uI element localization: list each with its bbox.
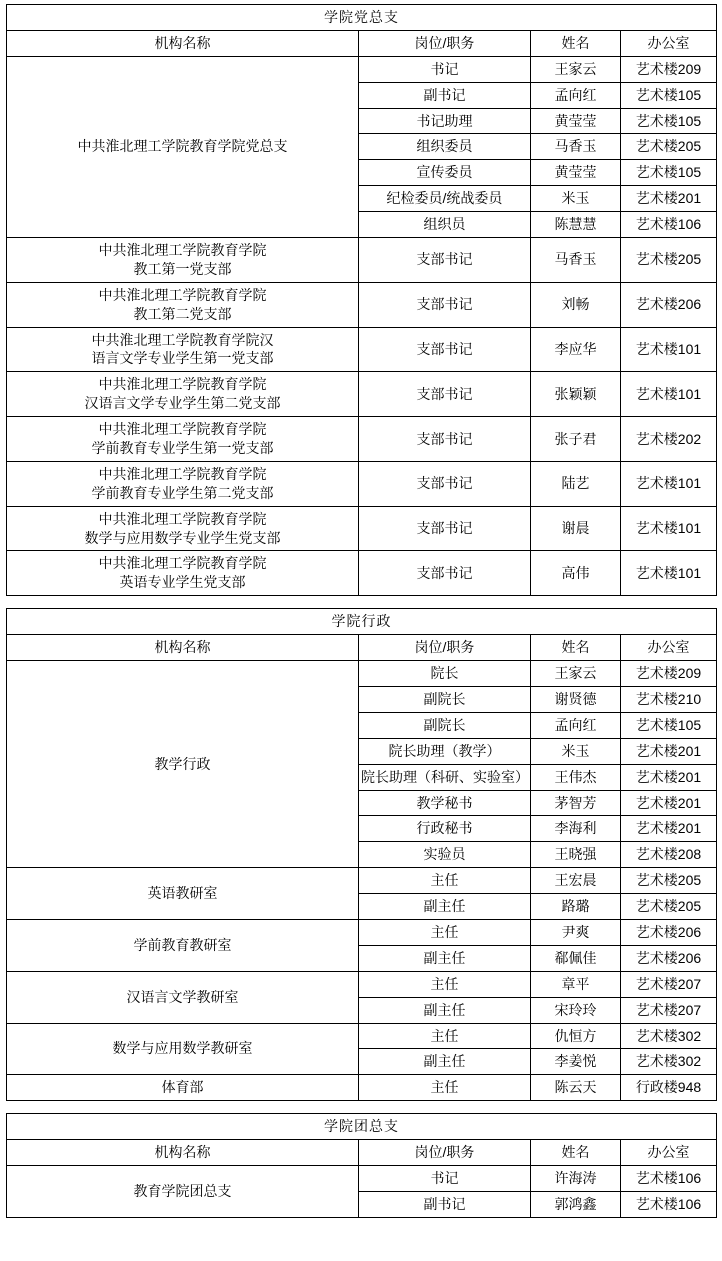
position-cell: 行政秘书 bbox=[359, 816, 531, 842]
person-name-cell: 黄莹莹 bbox=[531, 160, 621, 186]
position-cell: 组织委员 bbox=[359, 134, 531, 160]
office-room-cell: 艺术楼201 bbox=[621, 764, 717, 790]
person-name-cell: 谢晨 bbox=[531, 506, 621, 551]
section-title: 学院行政 bbox=[7, 609, 717, 635]
section-title-row bbox=[7, 609, 717, 635]
office-room-cell: 艺术楼208 bbox=[621, 842, 717, 868]
position-cell: 副书记 bbox=[359, 82, 531, 108]
office-room-cell: 艺术楼205 bbox=[621, 238, 717, 283]
person-name-cell: 章平 bbox=[531, 971, 621, 997]
person-name-cell: 路璐 bbox=[531, 894, 621, 920]
person-name-cell: 王宏晨 bbox=[531, 868, 621, 894]
office-room-cell: 艺术楼106 bbox=[621, 1165, 717, 1191]
org-name-cell: 中共淮北理工学院教育学院 教工第二党支部 bbox=[7, 282, 359, 327]
section-title: 学院团总支 bbox=[7, 1114, 717, 1140]
office-room-cell: 艺术楼105 bbox=[621, 82, 717, 108]
org-name-cell: 中共淮北理工学院教育学院 学前教育专业学生第二党支部 bbox=[7, 461, 359, 506]
section-table bbox=[6, 4, 717, 596]
org-name-cell: 中共淮北理工学院教育学院 汉语言文学专业学生第二党支部 bbox=[7, 372, 359, 417]
column-header: 姓名 bbox=[531, 30, 621, 56]
column-header: 办公室 bbox=[621, 30, 717, 56]
office-room-cell: 艺术楼209 bbox=[621, 661, 717, 687]
section-title-row bbox=[7, 1114, 717, 1140]
position-cell: 主任 bbox=[359, 1075, 531, 1101]
office-room-cell: 艺术楼101 bbox=[621, 551, 717, 596]
position-cell: 实验员 bbox=[359, 842, 531, 868]
person-name-cell: 王晓强 bbox=[531, 842, 621, 868]
position-cell: 支部书记 bbox=[359, 417, 531, 462]
position-cell: 副主任 bbox=[359, 1049, 531, 1075]
position-cell: 主任 bbox=[359, 868, 531, 894]
table-row bbox=[7, 282, 717, 327]
org-name-cell: 学前教育教研室 bbox=[7, 919, 359, 971]
person-name-cell: 许海涛 bbox=[531, 1165, 621, 1191]
column-header: 机构名称 bbox=[7, 1140, 359, 1166]
table-row bbox=[7, 919, 717, 945]
person-name-cell: 高伟 bbox=[531, 551, 621, 596]
office-room-cell: 艺术楼209 bbox=[621, 56, 717, 82]
person-name-cell: 郗佩佳 bbox=[531, 945, 621, 971]
position-cell: 主任 bbox=[359, 971, 531, 997]
person-name-cell: 孟向红 bbox=[531, 82, 621, 108]
office-room-cell: 艺术楼201 bbox=[621, 790, 717, 816]
office-room-cell: 艺术楼207 bbox=[621, 997, 717, 1023]
table-row bbox=[7, 868, 717, 894]
office-room-cell: 艺术楼201 bbox=[621, 816, 717, 842]
position-cell: 宣传委员 bbox=[359, 160, 531, 186]
person-name-cell: 李海利 bbox=[531, 816, 621, 842]
position-cell: 院长 bbox=[359, 661, 531, 687]
column-header: 岗位/职务 bbox=[359, 635, 531, 661]
office-room-cell: 艺术楼205 bbox=[621, 894, 717, 920]
office-room-cell: 艺术楼105 bbox=[621, 108, 717, 134]
position-cell: 支部书记 bbox=[359, 506, 531, 551]
office-room-cell: 艺术楼206 bbox=[621, 945, 717, 971]
position-cell: 书记 bbox=[359, 56, 531, 82]
person-name-cell: 尹爽 bbox=[531, 919, 621, 945]
table-row bbox=[7, 238, 717, 283]
position-cell: 院长助理（教学） bbox=[359, 738, 531, 764]
section-table bbox=[6, 1113, 717, 1218]
office-room-cell: 艺术楼101 bbox=[621, 372, 717, 417]
org-name-cell: 教学行政 bbox=[7, 661, 359, 868]
office-room-cell: 行政楼948 bbox=[621, 1075, 717, 1101]
office-room-cell: 艺术楼106 bbox=[621, 212, 717, 238]
org-name-cell: 体育部 bbox=[7, 1075, 359, 1101]
table-header-row bbox=[7, 635, 717, 661]
person-name-cell: 李应华 bbox=[531, 327, 621, 372]
column-header: 姓名 bbox=[531, 1140, 621, 1166]
person-name-cell: 刘畅 bbox=[531, 282, 621, 327]
position-cell: 教学秘书 bbox=[359, 790, 531, 816]
position-cell: 副院长 bbox=[359, 712, 531, 738]
office-room-cell: 艺术楼210 bbox=[621, 686, 717, 712]
office-room-cell: 艺术楼101 bbox=[621, 461, 717, 506]
table-row bbox=[7, 506, 717, 551]
office-room-cell: 艺术楼207 bbox=[621, 971, 717, 997]
person-name-cell: 谢贤德 bbox=[531, 686, 621, 712]
column-header: 机构名称 bbox=[7, 30, 359, 56]
position-cell: 支部书记 bbox=[359, 238, 531, 283]
org-name-cell: 中共淮北理工学院教育学院 英语专业学生党支部 bbox=[7, 551, 359, 596]
org-name-cell: 教育学院团总支 bbox=[7, 1165, 359, 1217]
table-row bbox=[7, 327, 717, 372]
person-name-cell: 茅智芳 bbox=[531, 790, 621, 816]
table-row bbox=[7, 1075, 717, 1101]
table-row bbox=[7, 56, 717, 82]
office-room-cell: 艺术楼105 bbox=[621, 712, 717, 738]
office-room-cell: 艺术楼106 bbox=[621, 1191, 717, 1217]
person-name-cell: 王家云 bbox=[531, 56, 621, 82]
position-cell: 支部书记 bbox=[359, 282, 531, 327]
table-row bbox=[7, 551, 717, 596]
person-name-cell: 张子君 bbox=[531, 417, 621, 462]
position-cell: 支部书记 bbox=[359, 461, 531, 506]
position-cell: 纪检委员/统战委员 bbox=[359, 186, 531, 212]
table-row bbox=[7, 1023, 717, 1049]
org-name-cell: 中共淮北理工学院教育学院党总支 bbox=[7, 56, 359, 237]
person-name-cell: 王家云 bbox=[531, 661, 621, 687]
person-name-cell: 张颖颖 bbox=[531, 372, 621, 417]
person-name-cell: 马香玉 bbox=[531, 238, 621, 283]
position-cell: 支部书记 bbox=[359, 372, 531, 417]
position-cell: 书记 bbox=[359, 1165, 531, 1191]
org-name-cell: 中共淮北理工学院教育学院汉 语言文学专业学生第一党支部 bbox=[7, 327, 359, 372]
table-row bbox=[7, 372, 717, 417]
office-room-cell: 艺术楼302 bbox=[621, 1049, 717, 1075]
table-row bbox=[7, 661, 717, 687]
org-name-cell: 数学与应用数学教研室 bbox=[7, 1023, 359, 1075]
office-room-cell: 艺术楼205 bbox=[621, 868, 717, 894]
section-table bbox=[6, 608, 717, 1101]
column-header: 办公室 bbox=[621, 1140, 717, 1166]
table-row bbox=[7, 461, 717, 506]
column-header: 姓名 bbox=[531, 635, 621, 661]
table-row bbox=[7, 1165, 717, 1191]
person-name-cell: 陈云天 bbox=[531, 1075, 621, 1101]
table-header-row bbox=[7, 30, 717, 56]
person-name-cell: 米玉 bbox=[531, 738, 621, 764]
position-cell: 主任 bbox=[359, 919, 531, 945]
position-cell: 副主任 bbox=[359, 945, 531, 971]
position-cell: 副书记 bbox=[359, 1191, 531, 1217]
person-name-cell: 陆艺 bbox=[531, 461, 621, 506]
office-room-cell: 艺术楼201 bbox=[621, 186, 717, 212]
person-name-cell: 马香玉 bbox=[531, 134, 621, 160]
office-room-cell: 艺术楼101 bbox=[621, 327, 717, 372]
org-name-cell: 中共淮北理工学院教育学院 教工第一党支部 bbox=[7, 238, 359, 283]
person-name-cell: 宋玲玲 bbox=[531, 997, 621, 1023]
position-cell: 支部书记 bbox=[359, 327, 531, 372]
org-name-cell: 中共淮北理工学院教育学院 学前教育专业学生第一党支部 bbox=[7, 417, 359, 462]
column-header: 办公室 bbox=[621, 635, 717, 661]
person-name-cell: 郭鸿鑫 bbox=[531, 1191, 621, 1217]
office-room-cell: 艺术楼101 bbox=[621, 506, 717, 551]
position-cell: 副院长 bbox=[359, 686, 531, 712]
table-row bbox=[7, 971, 717, 997]
position-cell: 副主任 bbox=[359, 894, 531, 920]
org-name-cell: 英语教研室 bbox=[7, 868, 359, 920]
person-name-cell: 王伟杰 bbox=[531, 764, 621, 790]
person-name-cell: 米玉 bbox=[531, 186, 621, 212]
table-header-row bbox=[7, 1140, 717, 1166]
section-title: 学院党总支 bbox=[7, 5, 717, 31]
position-cell: 院长助理（科研、实验室） bbox=[359, 764, 531, 790]
position-cell: 组织员 bbox=[359, 212, 531, 238]
column-header: 机构名称 bbox=[7, 635, 359, 661]
office-room-cell: 艺术楼302 bbox=[621, 1023, 717, 1049]
table-row bbox=[7, 417, 717, 462]
position-cell: 书记助理 bbox=[359, 108, 531, 134]
office-room-cell: 艺术楼206 bbox=[621, 282, 717, 327]
person-name-cell: 黄莹莹 bbox=[531, 108, 621, 134]
office-room-cell: 艺术楼205 bbox=[621, 134, 717, 160]
org-name-cell: 汉语言文学教研室 bbox=[7, 971, 359, 1023]
person-name-cell: 陈慧慧 bbox=[531, 212, 621, 238]
office-room-cell: 艺术楼105 bbox=[621, 160, 717, 186]
column-header: 岗位/职务 bbox=[359, 30, 531, 56]
office-room-cell: 艺术楼202 bbox=[621, 417, 717, 462]
column-header: 岗位/职务 bbox=[359, 1140, 531, 1166]
position-cell: 主任 bbox=[359, 1023, 531, 1049]
office-room-cell: 艺术楼201 bbox=[621, 738, 717, 764]
org-name-cell: 中共淮北理工学院教育学院 数学与应用数学专业学生党支部 bbox=[7, 506, 359, 551]
person-name-cell: 孟向红 bbox=[531, 712, 621, 738]
office-room-cell: 艺术楼206 bbox=[621, 919, 717, 945]
person-name-cell: 李姜悦 bbox=[531, 1049, 621, 1075]
section-title-row bbox=[7, 5, 717, 31]
sections-container bbox=[6, 4, 716, 1218]
position-cell: 副主任 bbox=[359, 997, 531, 1023]
person-name-cell: 仇恒方 bbox=[531, 1023, 621, 1049]
position-cell: 支部书记 bbox=[359, 551, 531, 596]
